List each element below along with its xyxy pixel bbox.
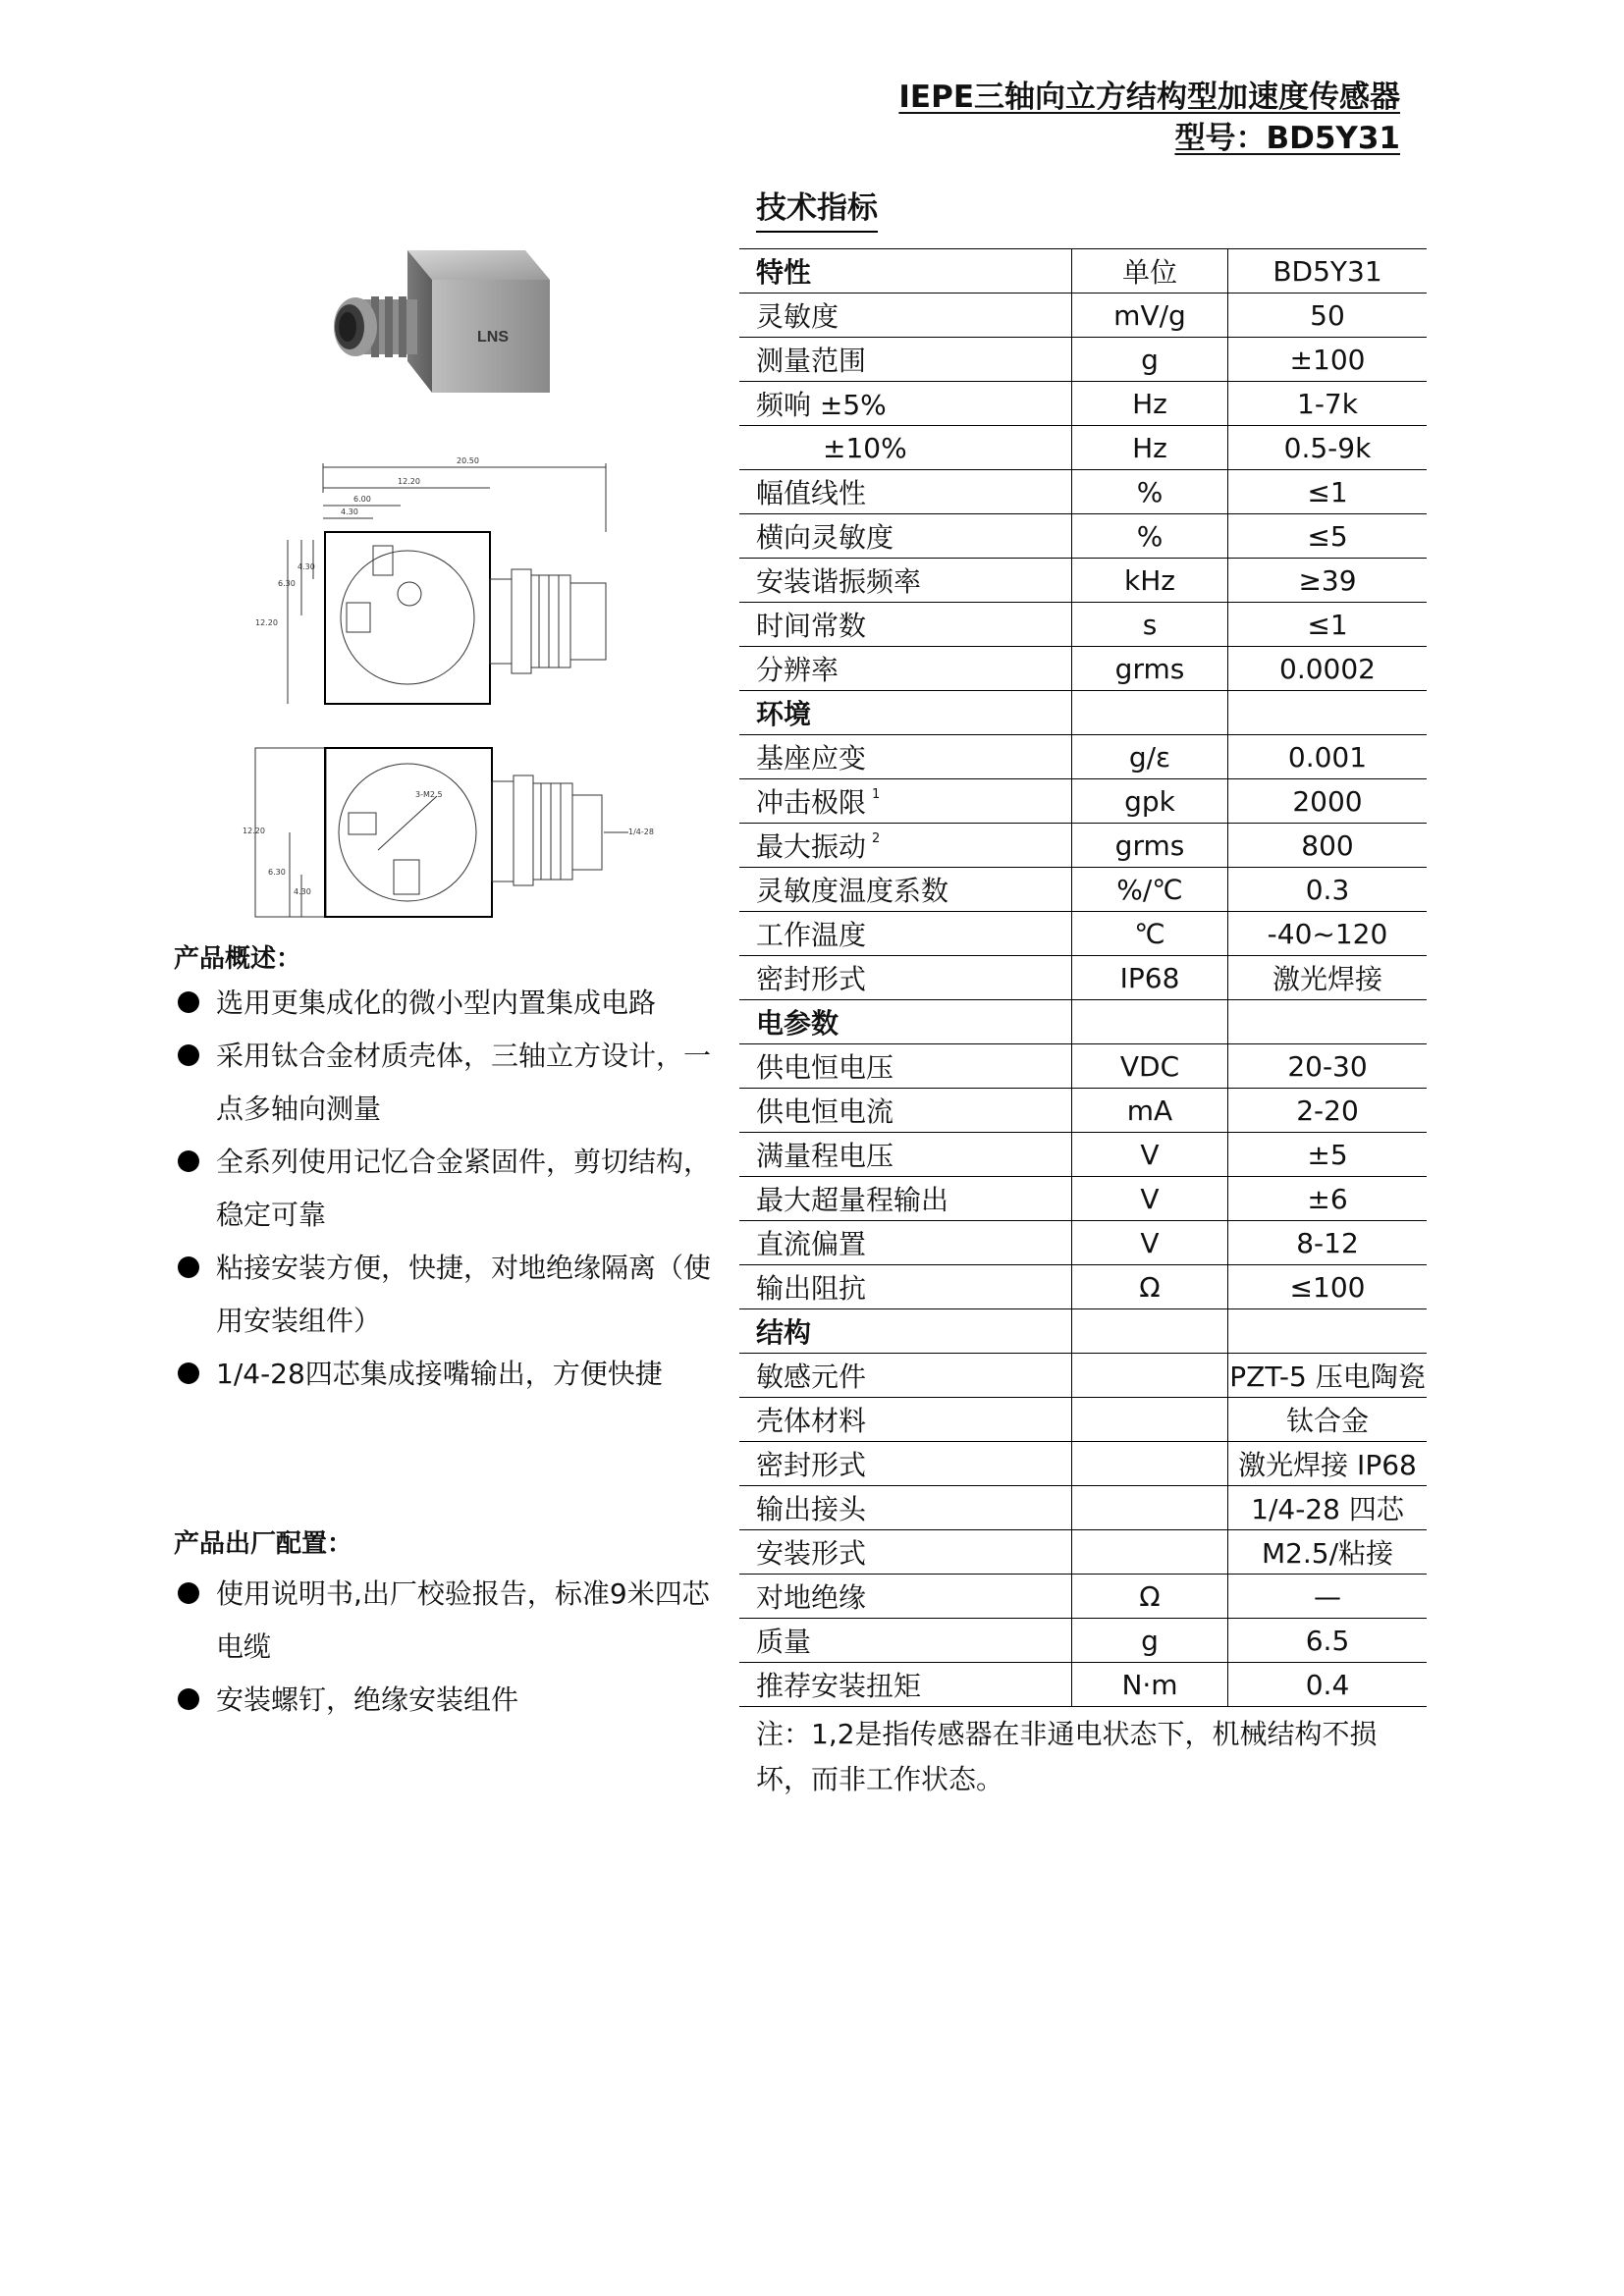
table-row xyxy=(739,1000,1427,1044)
footnote: 注：1,2是指传感器在非通电状态下，机械结构不损坏，而非工作状态。 xyxy=(756,1718,1378,1795)
spec-value-cell: 激光焊接 IP68 xyxy=(1228,1442,1428,1486)
spec-unit-cell: g xyxy=(1072,1619,1228,1663)
spec-value-cell: BD5Y31 xyxy=(1228,249,1428,294)
dim-b: 4.30 xyxy=(341,507,358,516)
spec-unit-cell xyxy=(1072,1000,1228,1044)
table-row xyxy=(739,1619,1427,1663)
spec-name-cell: 时间常数 xyxy=(739,603,1072,647)
table-row xyxy=(739,338,1427,382)
dim-b-2: 4.30 xyxy=(294,887,311,896)
list-item: 安装螺钉，绝缘安装组件 xyxy=(174,1674,724,1727)
spec-name-cell: 密封形式 xyxy=(739,956,1072,1000)
table-row xyxy=(739,1442,1427,1486)
spec-value-cell: 6.5 xyxy=(1228,1619,1428,1663)
spec-unit-cell xyxy=(1072,1442,1228,1486)
list-item: 粘接安装方便，快捷，对地绝缘隔离（使用安装组件） xyxy=(174,1242,724,1348)
overview-list xyxy=(174,977,724,1401)
spec-name-cell: 壳体材料 xyxy=(739,1398,1072,1442)
table-row xyxy=(739,559,1427,603)
spec-unit-cell xyxy=(1072,691,1228,735)
spec-unit-cell xyxy=(1072,1530,1228,1575)
spec-value-cell: 1-7k xyxy=(1228,382,1428,426)
list-item: 1/4-28四芯集成接嘴输出，方便快捷 xyxy=(174,1348,724,1401)
spec-unit-cell: 单位 xyxy=(1072,249,1228,294)
spec-name-cell: 电参数 xyxy=(739,1000,1072,1044)
dim-body: 12.20 xyxy=(398,477,420,486)
spec-unit-cell: N·m xyxy=(1072,1663,1228,1707)
spec-name-cell: 工作温度 xyxy=(739,912,1072,956)
spec-name-cell: 频响 ±5% xyxy=(739,382,1072,426)
spec-name-cell: 质量 xyxy=(739,1619,1072,1663)
dimension-drawing-top xyxy=(250,454,623,722)
spec-value-cell: 2-20 xyxy=(1228,1089,1428,1133)
table-row xyxy=(739,1221,1427,1265)
spec-unit-cell: kHz xyxy=(1072,559,1228,603)
spec-name-cell: 直流偏置 xyxy=(739,1221,1072,1265)
spec-unit-cell: Hz xyxy=(1072,382,1228,426)
table-row xyxy=(739,1354,1427,1398)
table-row xyxy=(739,1265,1427,1309)
spec-value-cell: 0.001 xyxy=(1228,735,1428,779)
spec-value-cell: ≥39 xyxy=(1228,559,1428,603)
spec-value-cell: 钛合金 xyxy=(1228,1398,1428,1442)
spec-unit-cell: gpk xyxy=(1072,779,1228,824)
spec-name-cell: 密封形式 xyxy=(739,1442,1072,1486)
spec-value-cell: ±100 xyxy=(1228,338,1428,382)
spec-name-cell: 最大超量程输出 xyxy=(739,1177,1072,1221)
table-row xyxy=(739,735,1427,779)
spec-name-cell: 供电恒电压 xyxy=(739,1044,1072,1089)
product-photo xyxy=(314,236,560,406)
dim-thread: 3-M2.5 xyxy=(415,790,443,799)
spec-unit-cell: grms xyxy=(1072,824,1228,868)
document-title: IEPE三轴向立方结构型加速度传感器 xyxy=(898,80,1400,115)
spec-value-cell: 50 xyxy=(1228,294,1428,338)
table-row xyxy=(739,514,1427,559)
table-row xyxy=(739,956,1427,1000)
spec-value-cell: 0.5-9k xyxy=(1228,426,1428,470)
spec-unit-cell: V xyxy=(1072,1133,1228,1177)
table-row xyxy=(739,426,1427,470)
spec-unit-cell: ℃ xyxy=(1072,912,1228,956)
spec-unit-cell: grms xyxy=(1072,647,1228,691)
section-title: 技术指标 xyxy=(756,183,878,233)
spec-name-cell: 横向灵敏度 xyxy=(739,514,1072,559)
dim-a-2: 6.30 xyxy=(268,868,286,877)
spec-value-cell xyxy=(1228,691,1428,735)
spec-unit-cell: % xyxy=(1072,470,1228,514)
spec-name-cell: 敏感元件 xyxy=(739,1354,1072,1398)
spec-unit-cell: mA xyxy=(1072,1089,1228,1133)
table-row xyxy=(739,1575,1427,1619)
table-row xyxy=(739,249,1427,294)
spec-name-cell: 输出阻抗 xyxy=(739,1265,1072,1309)
spec-name-cell: 分辨率 xyxy=(739,647,1072,691)
overview-heading: 产品概述： xyxy=(174,944,302,974)
spec-name-cell: 冲击极限 $^1$ xyxy=(739,779,1072,824)
spec-value-cell: ±6 xyxy=(1228,1177,1428,1221)
spec-value-cell: 1/4-28 四芯 xyxy=(1228,1486,1428,1530)
spec-name-cell: 测量范围 xyxy=(739,338,1072,382)
spec-name-cell: 灵敏度 xyxy=(739,294,1072,338)
spec-name-cell: 安装形式 xyxy=(739,1530,1072,1575)
spec-value-cell: 2000 xyxy=(1228,779,1428,824)
spec-name-cell: 安装谐振频率 xyxy=(739,559,1072,603)
table-row xyxy=(739,382,1427,426)
spec-name-cell: 最大振动 $^2$ xyxy=(739,824,1072,868)
spec-name-cell: 输出接头 xyxy=(739,1486,1072,1530)
spec-value-cell: 0.0002 xyxy=(1228,647,1428,691)
table-row xyxy=(739,1486,1427,1530)
dim-a: 6.00 xyxy=(353,495,371,504)
spec-value-cell: M2.5/粘接 xyxy=(1228,1530,1428,1575)
table-row xyxy=(739,824,1427,868)
table-row xyxy=(739,647,1427,691)
spec-value-cell: 20-30 xyxy=(1228,1044,1428,1089)
spec-unit-cell: %/℃ xyxy=(1072,868,1228,912)
spec-name-cell: ±10% xyxy=(739,426,1072,470)
spec-unit-cell: V xyxy=(1072,1221,1228,1265)
spec-unit-cell: % xyxy=(1072,514,1228,559)
spec-name-cell: 满量程电压 xyxy=(739,1133,1072,1177)
spec-unit-cell: Hz xyxy=(1072,426,1228,470)
spec-unit-cell: s xyxy=(1072,603,1228,647)
dim-overall: 20.50 xyxy=(457,456,479,465)
spec-value-cell: PZT-5 压电陶瓷 xyxy=(1228,1354,1428,1398)
table-row xyxy=(739,691,1427,735)
table-row xyxy=(739,1398,1427,1442)
model-number: 型号：BD5Y31 xyxy=(1174,121,1400,156)
dim-height: 12.20 xyxy=(255,618,278,627)
spec-unit-cell: Ω xyxy=(1072,1575,1228,1619)
config-list xyxy=(174,1568,724,1727)
spec-table xyxy=(739,248,1427,1707)
spec-value-cell: -40~120 xyxy=(1228,912,1428,956)
table-row xyxy=(739,603,1427,647)
spec-unit-cell xyxy=(1072,1398,1228,1442)
table-row xyxy=(739,1309,1427,1354)
spec-name-cell: 结构 xyxy=(739,1309,1072,1354)
logo-text: LNS xyxy=(477,329,509,346)
spec-value-cell: 8-12 xyxy=(1228,1221,1428,1265)
spec-value-cell: 0.4 xyxy=(1228,1663,1428,1707)
spec-unit-cell: g xyxy=(1072,338,1228,382)
spec-unit-cell xyxy=(1072,1309,1228,1354)
spec-name-cell: 推荐安装扭矩 xyxy=(739,1663,1072,1707)
table-row xyxy=(739,779,1427,824)
spec-value-cell: 激光焊接 xyxy=(1228,956,1428,1000)
spec-unit-cell: V xyxy=(1072,1177,1228,1221)
spec-unit-cell: g/ε xyxy=(1072,735,1228,779)
config-heading: 产品出厂配置： xyxy=(174,1529,353,1559)
spec-value-cell xyxy=(1228,1309,1428,1354)
spec-unit-cell xyxy=(1072,1354,1228,1398)
spec-value-cell: ≤100 xyxy=(1228,1265,1428,1309)
spec-unit-cell: IP68 xyxy=(1072,956,1228,1000)
spec-name-cell: 特性 xyxy=(739,249,1072,294)
spec-value-cell: ≤1 xyxy=(1228,470,1428,514)
dim-height-2: 12.20 xyxy=(243,827,265,835)
dim-side-b: 6.30 xyxy=(278,579,296,588)
table-row xyxy=(739,470,1427,514)
dimension-drawing-bottom xyxy=(241,742,673,928)
spec-value-cell: ±5 xyxy=(1228,1133,1428,1177)
spec-unit-cell: mV/g xyxy=(1072,294,1228,338)
spec-value-cell: 800 xyxy=(1228,824,1428,868)
footnote-marker: 1 xyxy=(872,786,881,802)
spec-value-cell: ≤1 xyxy=(1228,603,1428,647)
list-item: 选用更集成化的微小型内置集成电路 xyxy=(174,977,724,1030)
table-row xyxy=(739,1177,1427,1221)
spec-name-cell: 环境 xyxy=(739,691,1072,735)
table-row xyxy=(739,1530,1427,1575)
table-row xyxy=(739,868,1427,912)
spec-name-cell: 灵敏度温度系数 xyxy=(739,868,1072,912)
spec-value-cell xyxy=(1228,1000,1428,1044)
document-header xyxy=(898,77,1400,159)
table-row xyxy=(739,1044,1427,1089)
table-row xyxy=(739,912,1427,956)
dim-connector: 1/4-28 xyxy=(628,828,654,836)
table-row xyxy=(739,1133,1427,1177)
list-item: 全系列使用记忆合金紧固件，剪切结构，稳定可靠 xyxy=(174,1136,724,1242)
spec-name-cell: 基座应变 xyxy=(739,735,1072,779)
spec-unit-cell: VDC xyxy=(1072,1044,1228,1089)
list-item: 采用钛合金材质壳体，三轴立方设计，一点多轴向测量 xyxy=(174,1030,724,1136)
dim-side-a: 4.30 xyxy=(298,562,315,571)
table-row xyxy=(739,1663,1427,1707)
table-row xyxy=(739,294,1427,338)
list-item: 使用说明书,出厂校验报告，标准9米四芯电缆 xyxy=(174,1568,724,1674)
spec-value-cell: — xyxy=(1228,1575,1428,1619)
footnote-marker: 2 xyxy=(872,830,881,846)
spec-unit-cell xyxy=(1072,1486,1228,1530)
spec-name-cell: 对地绝缘 xyxy=(739,1575,1072,1619)
table-row xyxy=(739,1089,1427,1133)
spec-value-cell: 0.3 xyxy=(1228,868,1428,912)
spec-unit-cell: Ω xyxy=(1072,1265,1228,1309)
spec-name-cell: 幅值线性 xyxy=(739,470,1072,514)
spec-name-cell: 供电恒电流 xyxy=(739,1089,1072,1133)
spec-value-cell: ≤5 xyxy=(1228,514,1428,559)
